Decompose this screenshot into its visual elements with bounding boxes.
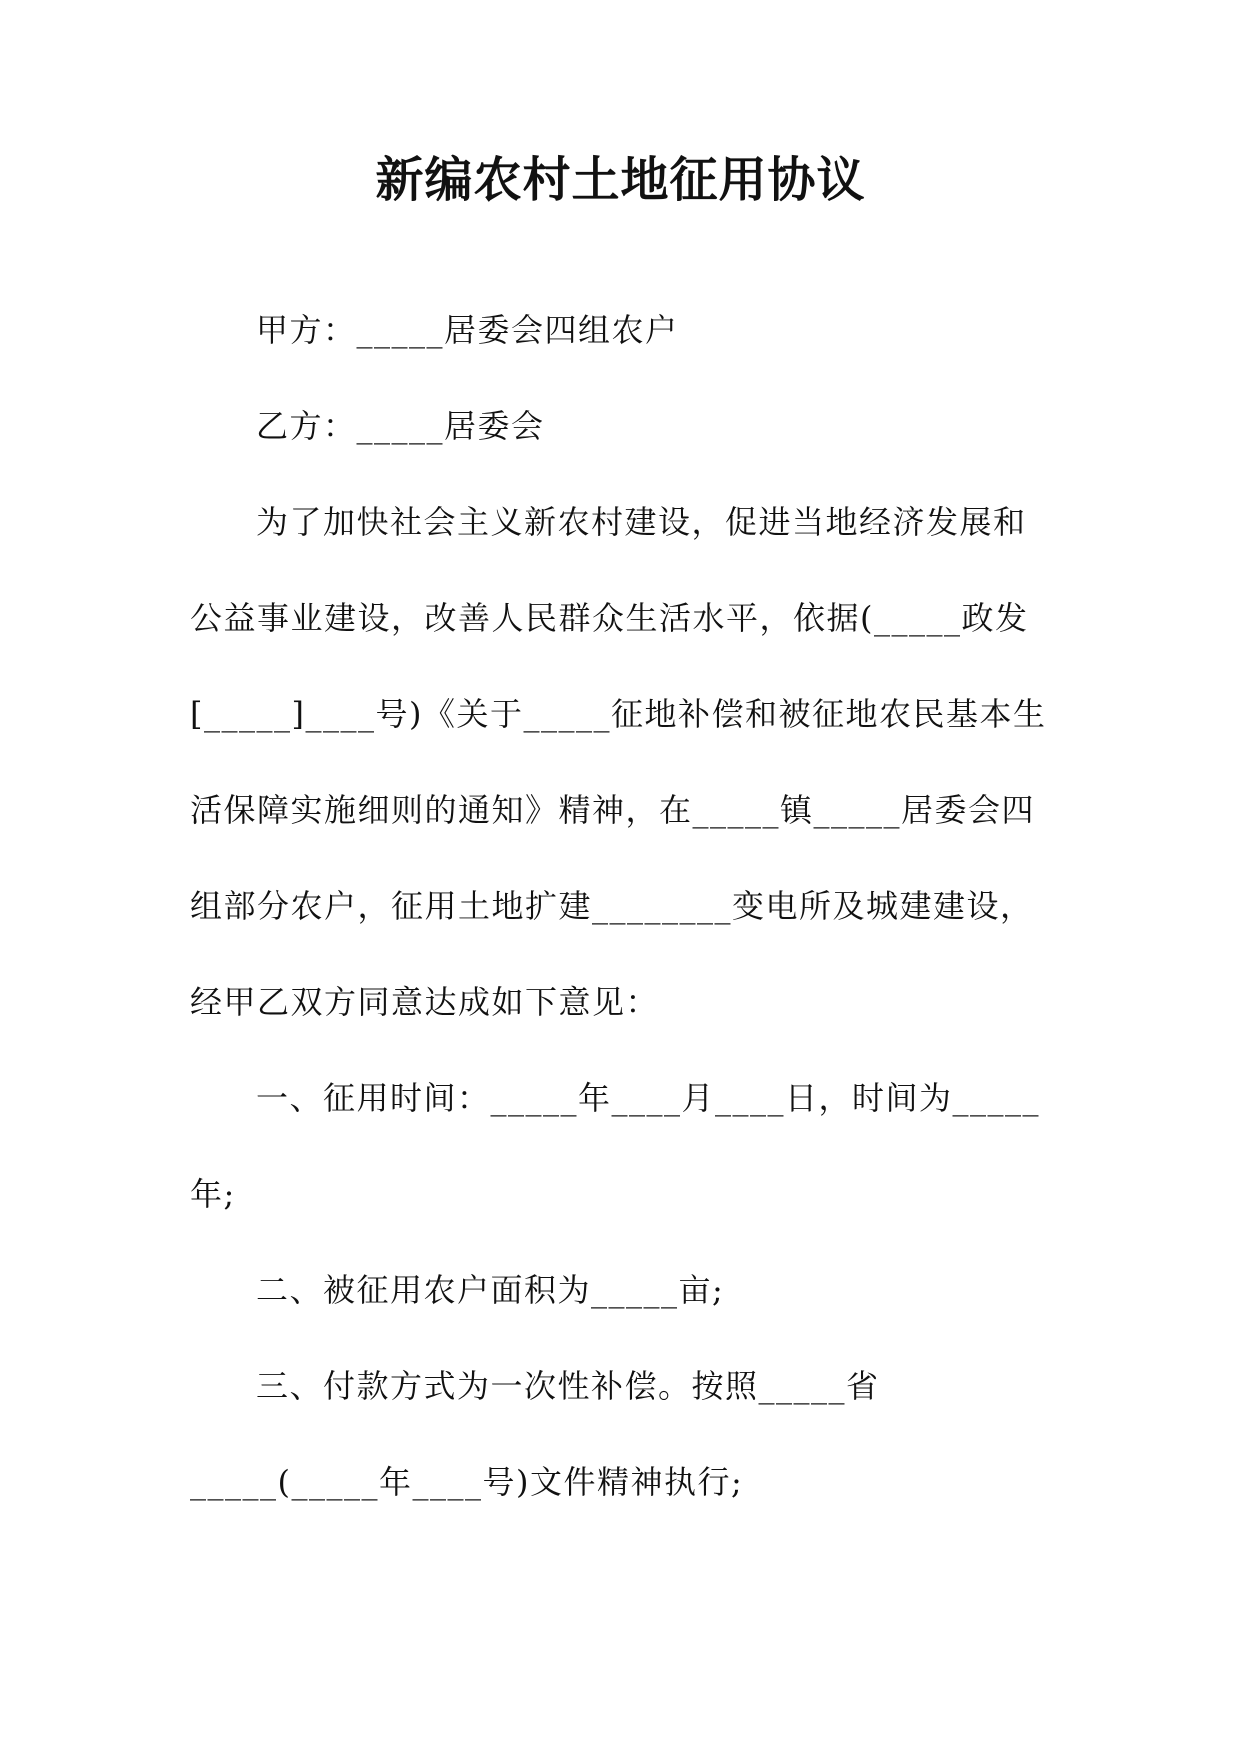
document-title: 新编农村土地征用协议 <box>375 152 866 208</box>
clause-3-line-2: _____(_____年____号)文件精神执行; <box>190 1463 744 1501</box>
clause-2-line: 二、被征用农户面积为_____亩; <box>256 1271 725 1309</box>
preamble-line-3: [_____]____号)《关于_____征地补偿和被征地农民基本生 <box>190 695 1047 733</box>
preamble-line-5: 组部分农户，征用土地扩建________变电所及城建建设， <box>190 887 1034 925</box>
clause-1-line-1: 一、征用时间：_____年____月____日，时间为_____ <box>256 1079 1041 1117</box>
preamble-line-4: 活保障实施细则的通知》精神，在_____镇_____居委会四 <box>190 791 1036 829</box>
party-b-line: 乙方：_____居委会 <box>256 407 545 445</box>
preamble-line-1: 为了加快社会主义新农村建设，促进当地经济发展和 <box>256 503 1027 541</box>
preamble-line-2: 公益事业建设，改善人民群众生活水平，依据(_____政发 <box>190 599 1029 637</box>
preamble-line-6: 经甲乙双方同意达成如下意见： <box>190 983 660 1021</box>
clause-1-line-2: 年; <box>190 1175 236 1213</box>
party-a-line: 甲方：_____居委会四组农户 <box>256 311 679 349</box>
clause-3-line-1: 三、付款方式为一次性补偿。按照_____省 <box>256 1367 880 1405</box>
